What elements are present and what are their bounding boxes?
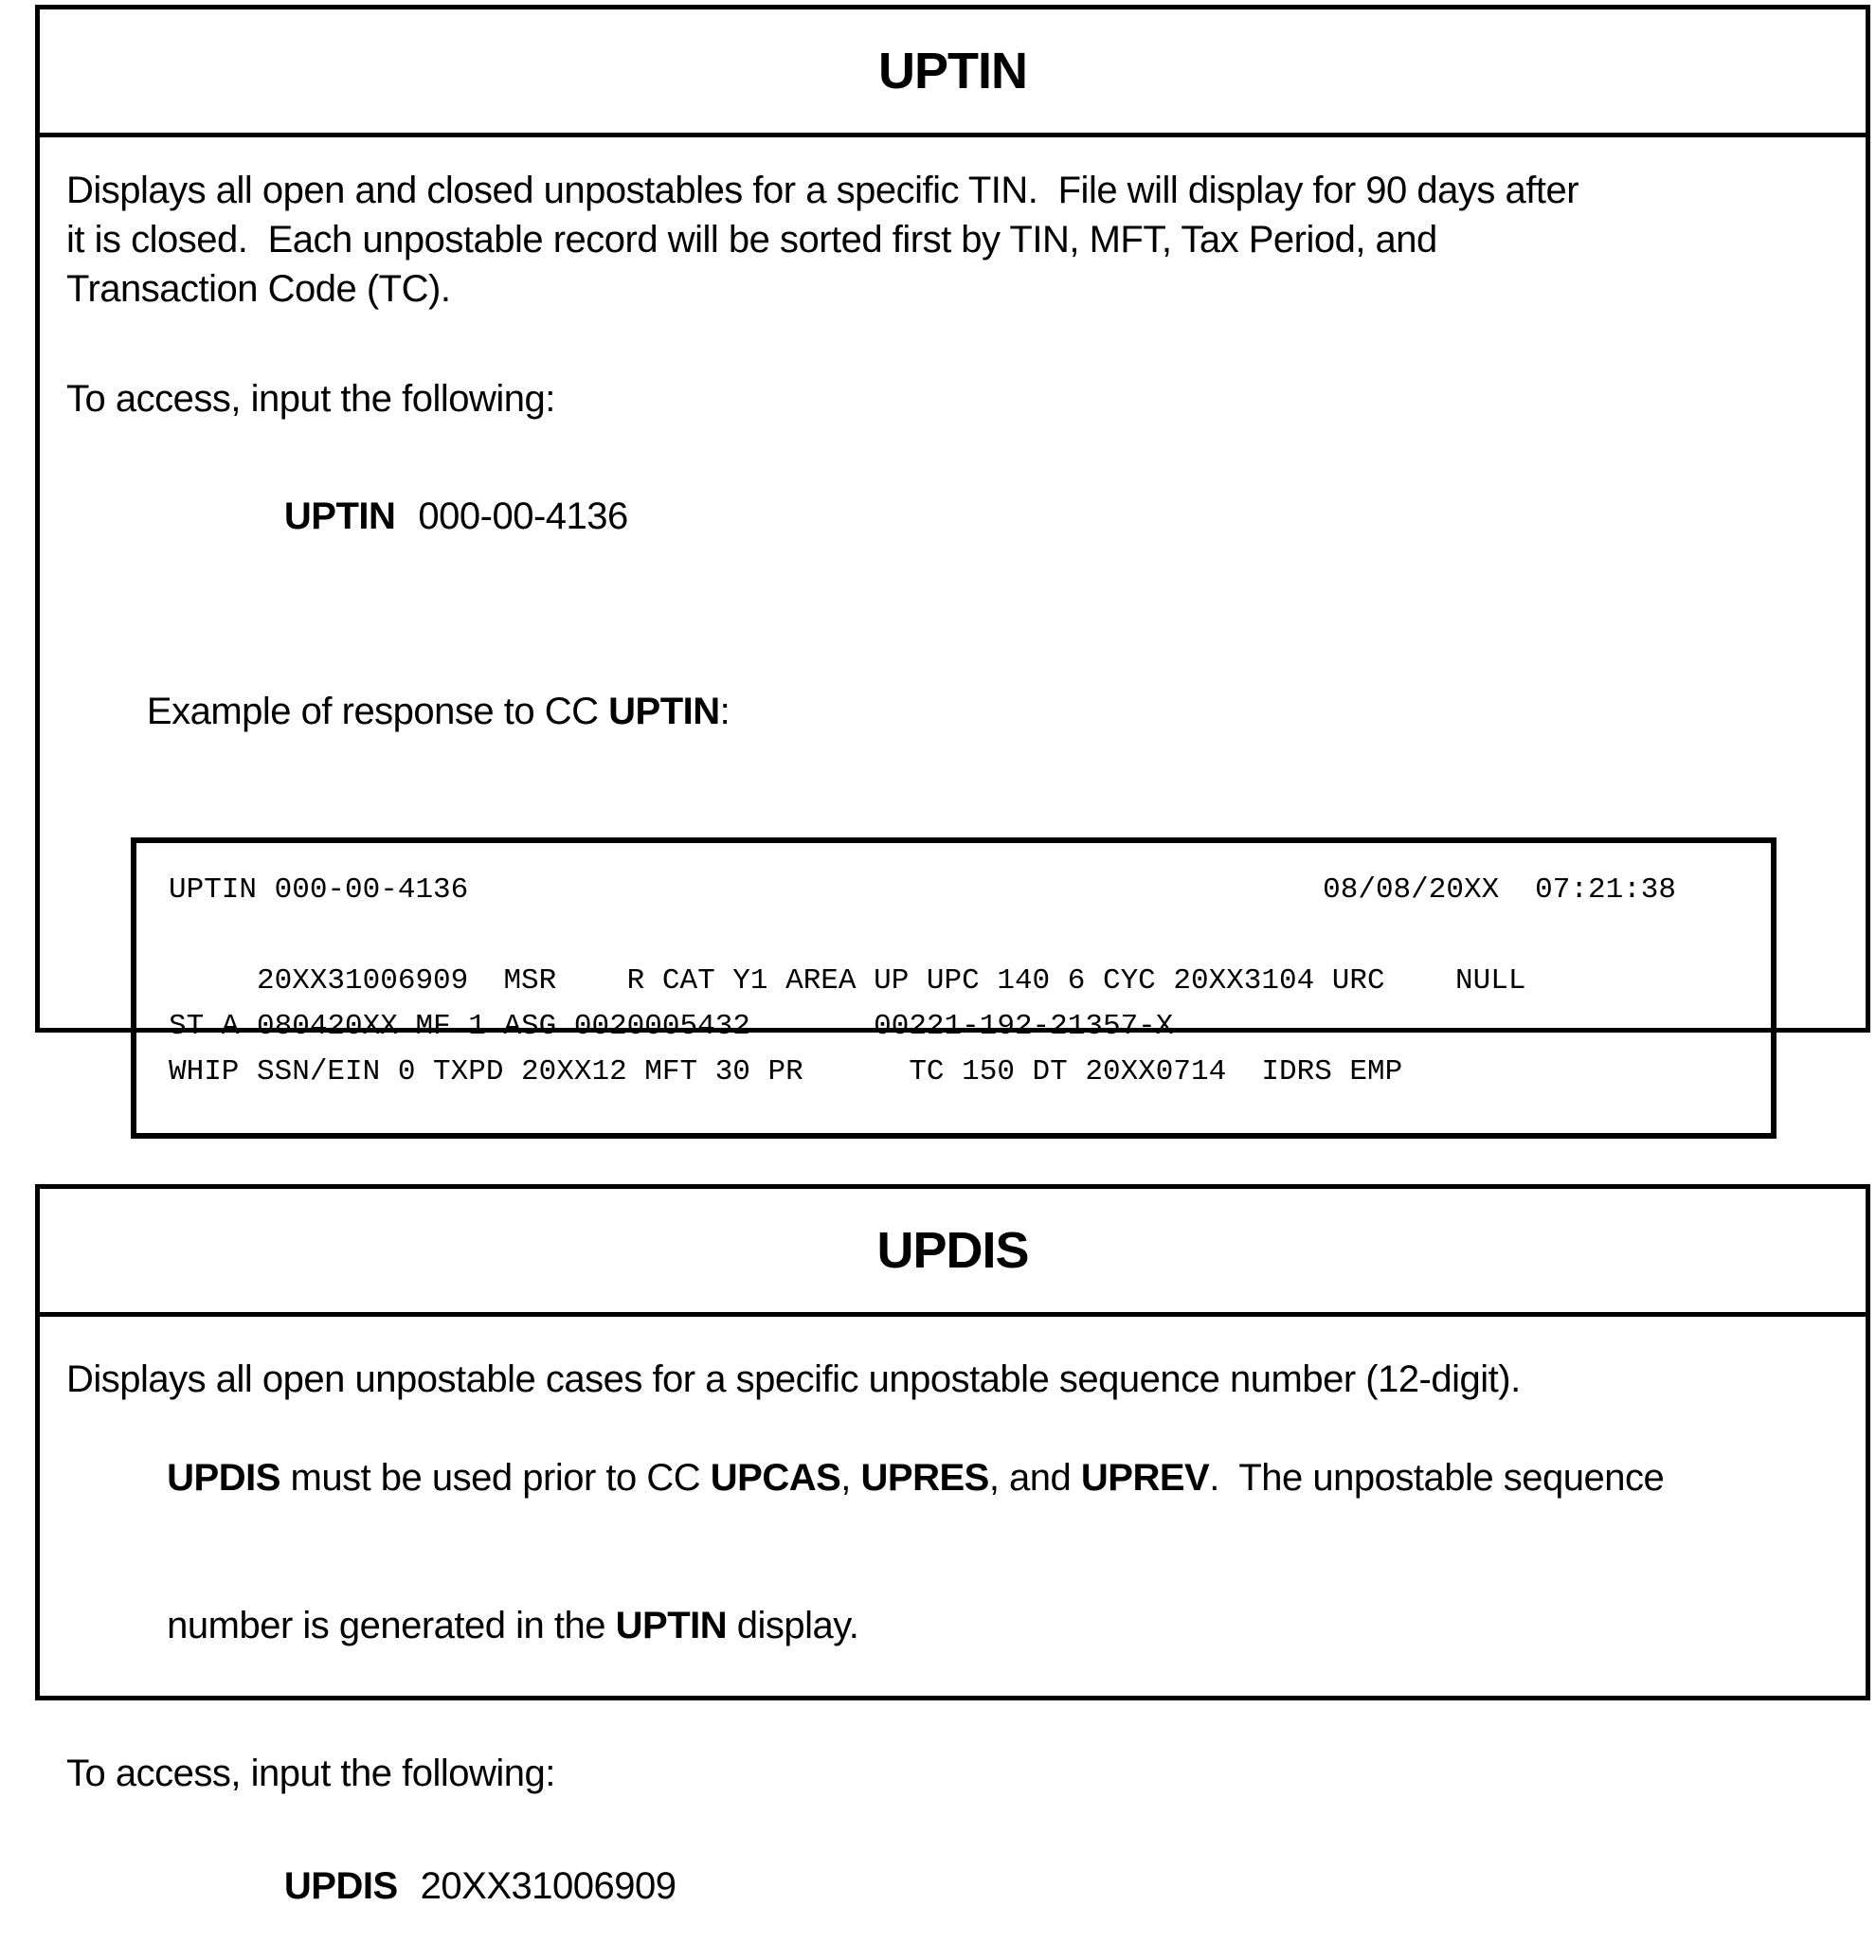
updis-description-text: display.: [727, 1605, 859, 1646]
terminal-record-line: WHIP SSN/EIN 0 TXPD 20XX12 MFT 30 PR TC 150 DT 20XX0714 IDRS EMP: [169, 1055, 1403, 1088]
updis-description-text: , and: [988, 1457, 1081, 1499]
updis-description-line: Displays all open unpostable cases for a specific unpostable sequence number (12-digit).: [66, 1358, 1521, 1400]
uptin-access-prompt: To access, input the following:: [66, 378, 555, 420]
updis-panel: [35, 1184, 1870, 1907]
updis-command-example: [204, 1812, 1837, 1960]
terminal-header-gap: [1499, 868, 1535, 913]
updis-description-text: must be used prior to CC: [280, 1457, 711, 1499]
updis-description-text: . The unpostable sequence: [1209, 1457, 1665, 1499]
updis-description-line: [66, 1404, 1837, 1552]
uptin-description-line: Displays all open and closed unpostables for a specific TIN. File will display for 90 days after: [66, 170, 1579, 211]
updis-description-text: number is generated in the: [167, 1605, 616, 1646]
terminal-header-row: [169, 868, 1676, 913]
updis-ref-command: UPTIN: [615, 1605, 728, 1646]
updis-description-line: [66, 1552, 1837, 1699]
document-page: [0, 5, 1876, 1907]
uptin-panel: [35, 5, 1870, 1088]
updis-ref-command: UPDIS: [167, 1457, 280, 1499]
updis-description-text: ,: [840, 1457, 861, 1499]
terminal-header-datetime: [1323, 868, 1676, 913]
updis-ref-command: UPCAS: [710, 1457, 841, 1499]
uptin-command-example: [204, 442, 1837, 590]
terminal-record-line: ST A 080420XX MF 1 ASG 0020005432 00221-192-21357-X: [169, 1010, 1174, 1043]
uptin-panel-title: UPTIN: [40, 9, 1866, 137]
uptin-command-argument: 000-00-4136: [418, 495, 628, 537]
updis-command-argument: 20XX31006909: [420, 1865, 676, 1907]
uptin-panel-body: [40, 137, 1866, 1139]
updis-ref-command: UPRES: [860, 1457, 989, 1499]
uptin-example-label-suffix: :: [719, 691, 731, 732]
uptin-description-line: Transaction Code (TC).: [66, 268, 451, 310]
terminal-header-time: 07:21:38: [1535, 873, 1676, 907]
uptin-description-line: it is closed. Each unpostable record will be sorted first by TIN, MFT, Tax Period, and: [66, 219, 1437, 261]
uptin-example-label-command: UPTIN: [608, 691, 720, 732]
uptin-terminal-screen: [131, 837, 1777, 1139]
updis-panel-title: UPDIS: [40, 1189, 1866, 1317]
terminal-header-command: UPTIN 000-00-4136: [169, 873, 469, 907]
updis-access-prompt: To access, input the following:: [66, 1753, 555, 1794]
terminal-header-date: 08/08/20XX: [1323, 873, 1500, 907]
uptin-example-label: [66, 638, 1837, 785]
uptin-example-label-prefix: Example of response to CC: [146, 691, 609, 732]
uptin-description: [66, 166, 1837, 314]
terminal-blank-line: [169, 913, 1676, 959]
terminal-record-line: 20XX31006909 MSR R CAT Y1 AREA UP UPC 140 6 CYC 20XX3104 URC NULL: [169, 964, 1526, 998]
updis-command-name: UPDIS: [283, 1865, 398, 1907]
uptin-command-name: UPTIN: [283, 495, 396, 537]
updis-ref-command: UPREV: [1080, 1457, 1210, 1499]
updis-description: [66, 1355, 1837, 1699]
updis-panel-body: [40, 1317, 1866, 1960]
